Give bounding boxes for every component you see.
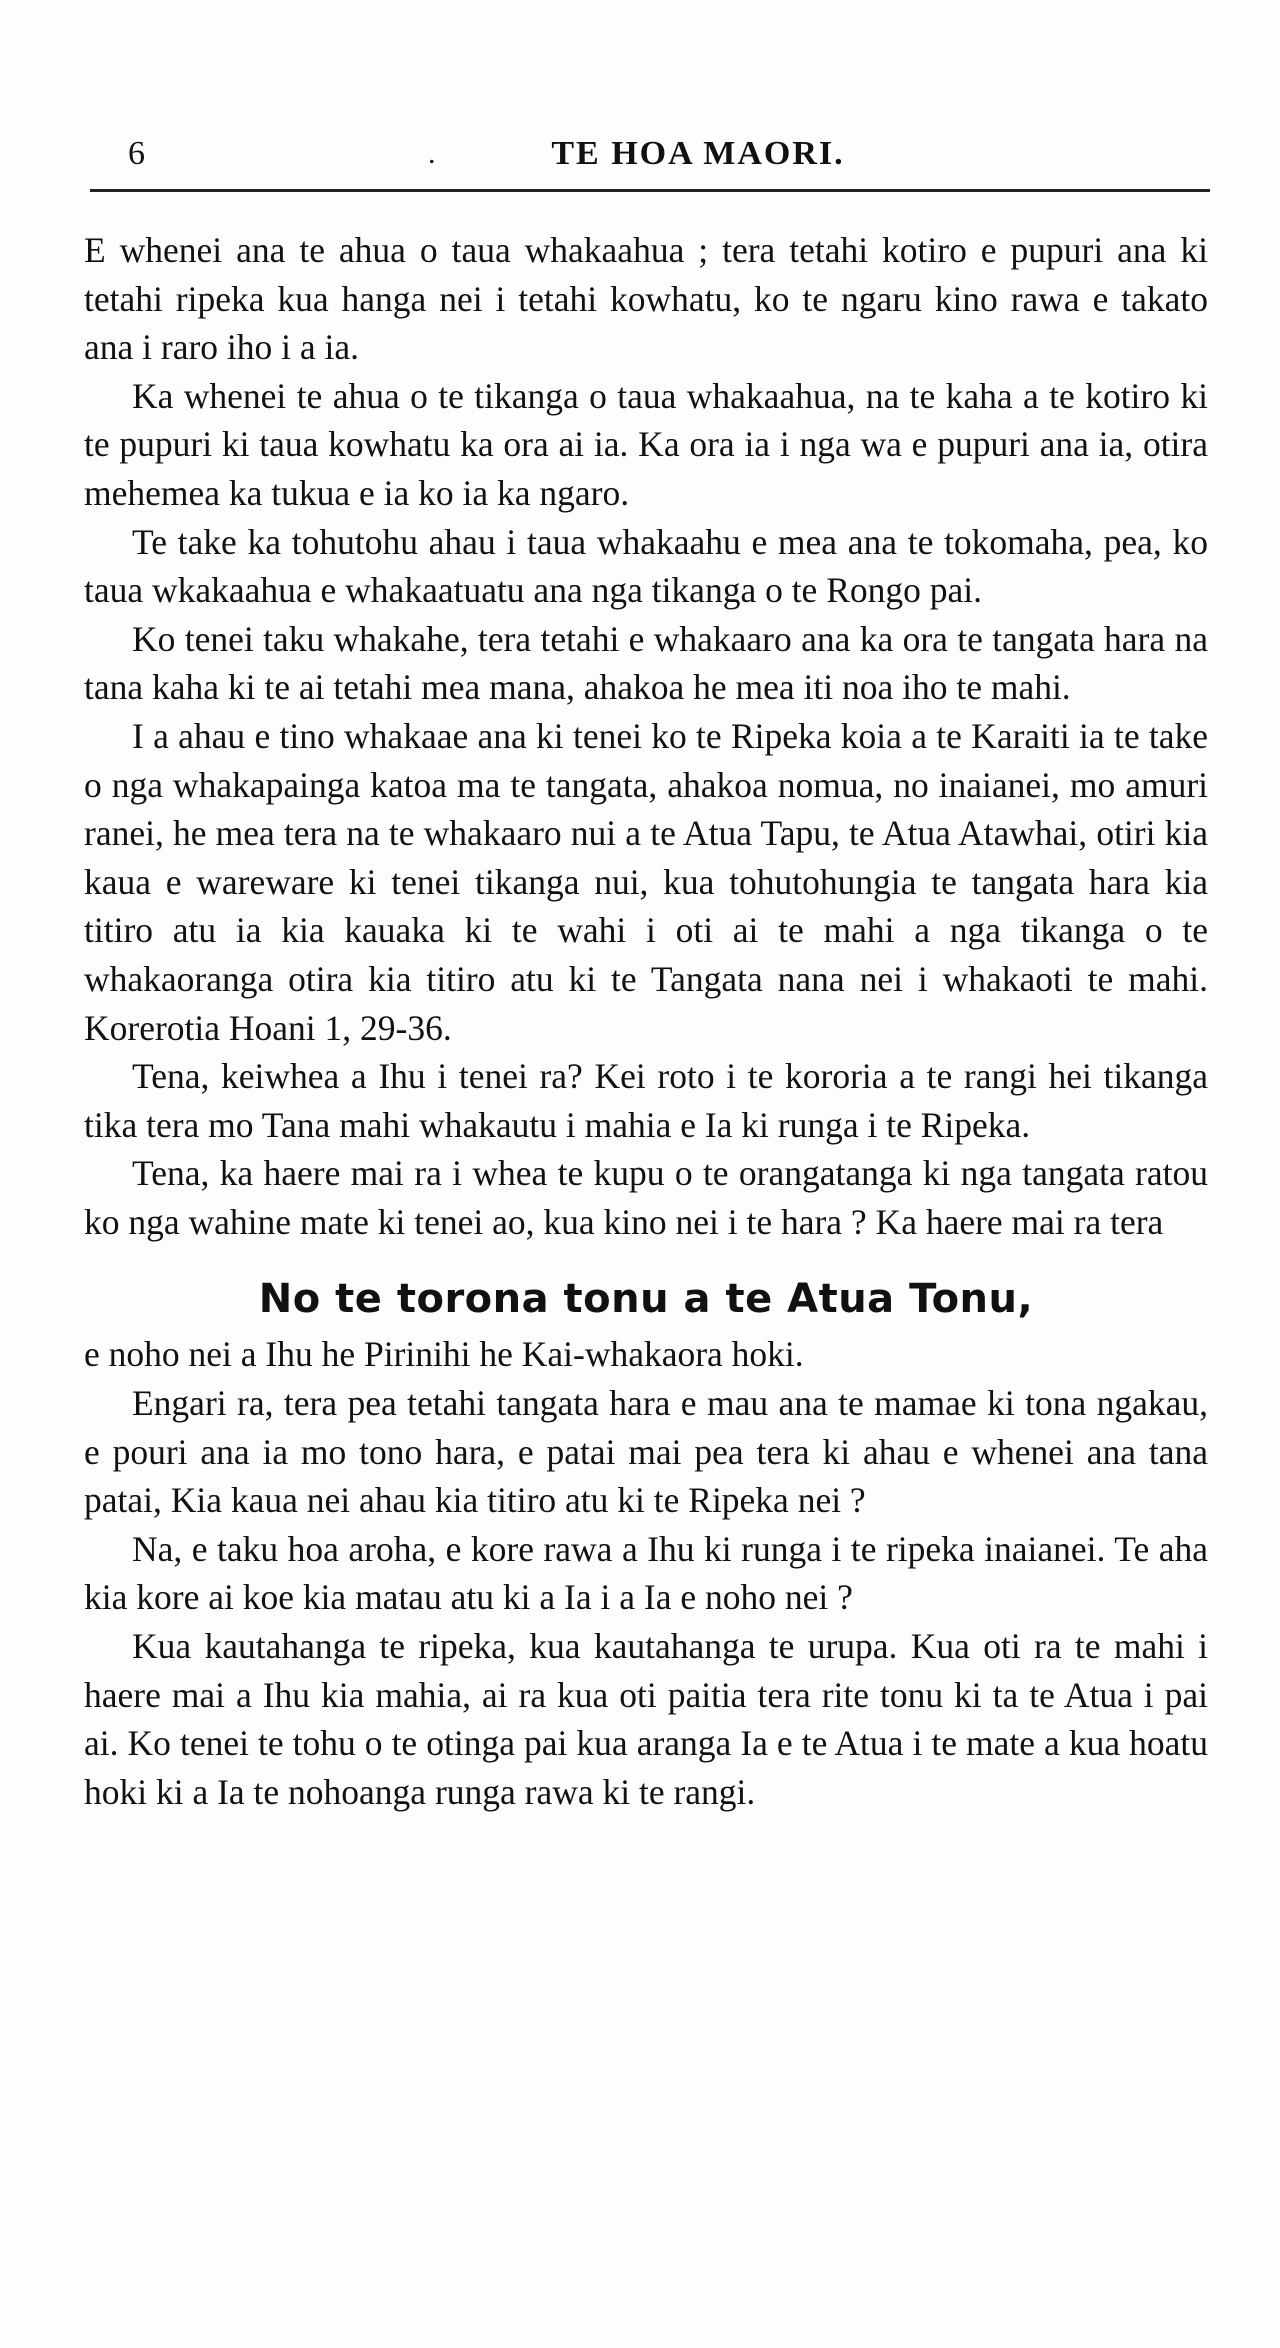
paragraph: Na, e taku hoa aroha, e kore rawa a Ihu ki runga i te ripeka inaianei. Te aha kia kore ai koe kia matau atu ki a Ia i a Ia e noho nei ? — [84, 1528, 1208, 1618]
paragraph: Ka whenei te ahua o te tikanga o taua whakaahua, na te kaha a te kotiro ki te pupuri ki taua kowhatu ka ora ai ia. Ka ora ia i nga wa e pupuri ana ia, otira mehemea ka tukua e ia ko ia ka ngaro. — [84, 375, 1208, 513]
subheading: No te torona tonu a te Atua Tonu, — [258, 1276, 1034, 1323]
paragraph: Ko tenei taku whakahe, tera tetahi e whakaaro ana ka ora te tangata hara na tana kaha ki te ai tetahi mea mana, ahakoa he mea iti noa iho te mahi. — [84, 618, 1208, 708]
paragraph: Tena, ka haere mai ra i whea te kupu o te orangatanga ki nga tangata ratou ko nga wahine mate ki tenei ao, kua kino nei i te hara ? Ka haere mai ra tera — [84, 1153, 1208, 1242]
body-text — [84, 226, 1208, 1816]
paragraph: Te take ka tohutohu ahau i taua whakaahu e mea ana te tokomaha, pea, ko taua wkakaahua e whakaatuatu ana nga tikanga o te Rongo pai. — [84, 521, 1208, 611]
paragraph: Engari ra, tera pea tetahi tangata hara e mau ana te mamae ki tona ngakau, e pouri ana ia mo tono hara, e patai mai pea tera ki ahau e whenei ana tana patai, Kia kaua nei ahau kia titiro atu ki te Ripeka nei ? — [84, 1383, 1208, 1521]
paragraph: E whenei ana te ahua o taua whakaahua ; tera tetahi kotiro e pupuri ana ki tetahi ripeka kua hanga nei i tetahi kowhatu, ko te ngaru kino rawa e takato ana i raro iho i a ia. — [84, 230, 1208, 368]
paragraph: Kua kautahanga te ripeka, kua kautahanga te urupa. Kua oti ra te mahi i haere mai a Ihu kia mahia, ai ra kua oti paitia tera rite tonu ki ta te Atua i pai ai. Ko tenei te tohu o te otinga pai kua aranga Ia e te Atua i te mate a kua hoatu hoki ki a Ia te nohoanga runga rawa ki te rangi. — [84, 1626, 1208, 1812]
journal-title: TE HOA MAORI. — [551, 135, 845, 172]
header-separator: . — [428, 137, 436, 170]
running-head — [128, 128, 1213, 180]
paragraph: I a ahau e tino whakaae ana ki tenei ko te Ripeka koia a te Karaiti ia te take o nga whakapainga katoa ma te tangata, ahakoa nomua, no inaianei, mo amuri ranei, he mea tera na te whakaaro nui a te Atua Tapu, te Atua Atawhai, otiri kia kaua e wareware ki tenei tikanga nui, kua tohutohungia te tangata hara kia titiro atu ia kia kauaka ki te wahi i oti ai te mahi a nga tikanga o te whakaoranga otira kia titiro atu ki te Tangata nana nei i whakaoti te mahi. Korerotia Hoani 1, 29-36. — [84, 715, 1208, 1048]
header-rule — [90, 189, 1210, 192]
paragraph: Tena, keiwhea a Ihu i tenei ra? Kei roto i te kororia a te rangi hei tikanga tika tera mo Tana mahi whakautu i mahia e Ia ki runga i te Ripeka. — [84, 1056, 1208, 1145]
page-number: 6 — [128, 135, 145, 172]
paragraph-continuation: e noho nei a Ihu he Pirinihi he Kai-whakaora hoki. — [84, 1334, 804, 1375]
